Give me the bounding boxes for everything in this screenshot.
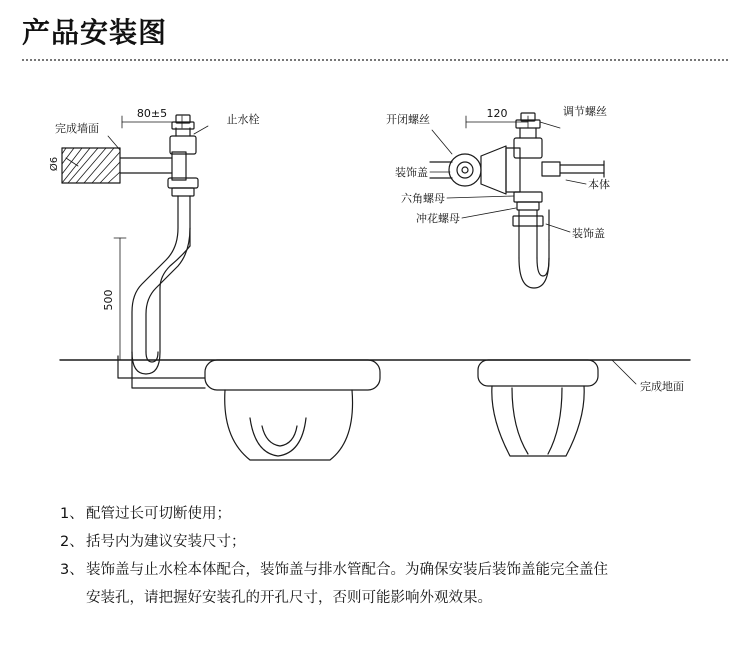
leader-pipe-dia [66, 158, 78, 166]
flush-nut [517, 202, 539, 210]
note-line: 安装孔，请把握好安装孔的开孔尺寸，否则可能影响外观效果。 [86, 590, 492, 606]
right-handle-knob [457, 162, 473, 178]
note-line: 装饰盖与止水栓本体配合，装饰盖与排水管配合。为确保安装后装饰盖能完全盖住 [86, 562, 608, 578]
note-text [86, 556, 700, 612]
left-fixture-bowl [225, 390, 353, 460]
right-fixture-bowl [492, 386, 584, 456]
right-adjust-block [542, 162, 560, 176]
header [22, 18, 728, 61]
label-dim-80: 80±5 [136, 107, 168, 120]
note-number: 1、 [60, 506, 84, 522]
note-text [86, 528, 700, 556]
leader-flush-nut [462, 208, 516, 218]
label-open-close-screw: 开闭螺丝 [386, 113, 430, 126]
right-valve-trunk [506, 148, 520, 192]
left-pipe-outer [132, 196, 178, 352]
label-dim-120: 120 [486, 107, 508, 120]
label-adjust-screw: 调节螺丝 [563, 105, 607, 118]
right-handle-center [462, 167, 468, 173]
right-fixture-inner-left [512, 388, 528, 454]
leader-body [566, 180, 586, 184]
stop-valve-head [170, 136, 196, 154]
title-divider [22, 59, 728, 61]
label-floor-finish: 完成地面 [640, 380, 684, 393]
right-valve-body [481, 146, 506, 194]
label-body: 本体 [588, 178, 610, 191]
left-fixture-drain [262, 426, 297, 446]
label-stop-valve: 止水栓 [226, 113, 260, 126]
note-item [60, 556, 700, 612]
left-fixture-inner-bowl [250, 418, 306, 456]
label-flush-nut: 冲花螺母 [416, 212, 460, 225]
floor-leader-line [612, 360, 636, 384]
leader-adjust-screw [540, 122, 560, 128]
label-pipe-dia: Ø6 [49, 156, 60, 172]
right-fixture-top-rim [478, 360, 598, 386]
label-decor-cover-left: 装饰盖 [395, 166, 428, 179]
note-line: 括号内为建议安装尺寸； [86, 534, 246, 550]
stop-valve-connector [172, 152, 186, 180]
right-fixture-inner-right [548, 388, 562, 454]
left-fixture-top-rim [205, 360, 380, 390]
note-item [60, 500, 700, 528]
right-handle-cover [449, 154, 481, 186]
leader-stop-valve [194, 126, 208, 134]
leader-hex-nut [447, 196, 514, 198]
drawing-canvas [0, 88, 750, 488]
right-decor-cover [513, 216, 543, 226]
note-line: 配管过长可切断使用； [86, 506, 231, 522]
note-text [86, 500, 700, 528]
notes-list [60, 500, 700, 612]
installation-drawing [0, 88, 750, 488]
right-pipe-u-bend-inner [537, 258, 549, 276]
leader-open-close-screw [432, 130, 452, 154]
note-number: 2、 [60, 534, 84, 550]
note-number: 3、 [60, 562, 84, 578]
label-hex-nut: 六角螺母 [401, 192, 445, 205]
label-dim-500: 500 [102, 289, 115, 311]
note-item [60, 528, 700, 556]
wall-hatch [62, 148, 120, 183]
label-wall-finish: 完成墙面 [55, 122, 99, 135]
right-pipe-u-bend-outer [519, 240, 549, 288]
left-drain-inner [132, 374, 205, 388]
hex-nut [514, 192, 542, 202]
label-decor-cover-right: 装饰盖 [572, 227, 605, 240]
page-title: 产品安装图 [22, 16, 168, 49]
stop-valve-decor-cover [172, 188, 194, 196]
